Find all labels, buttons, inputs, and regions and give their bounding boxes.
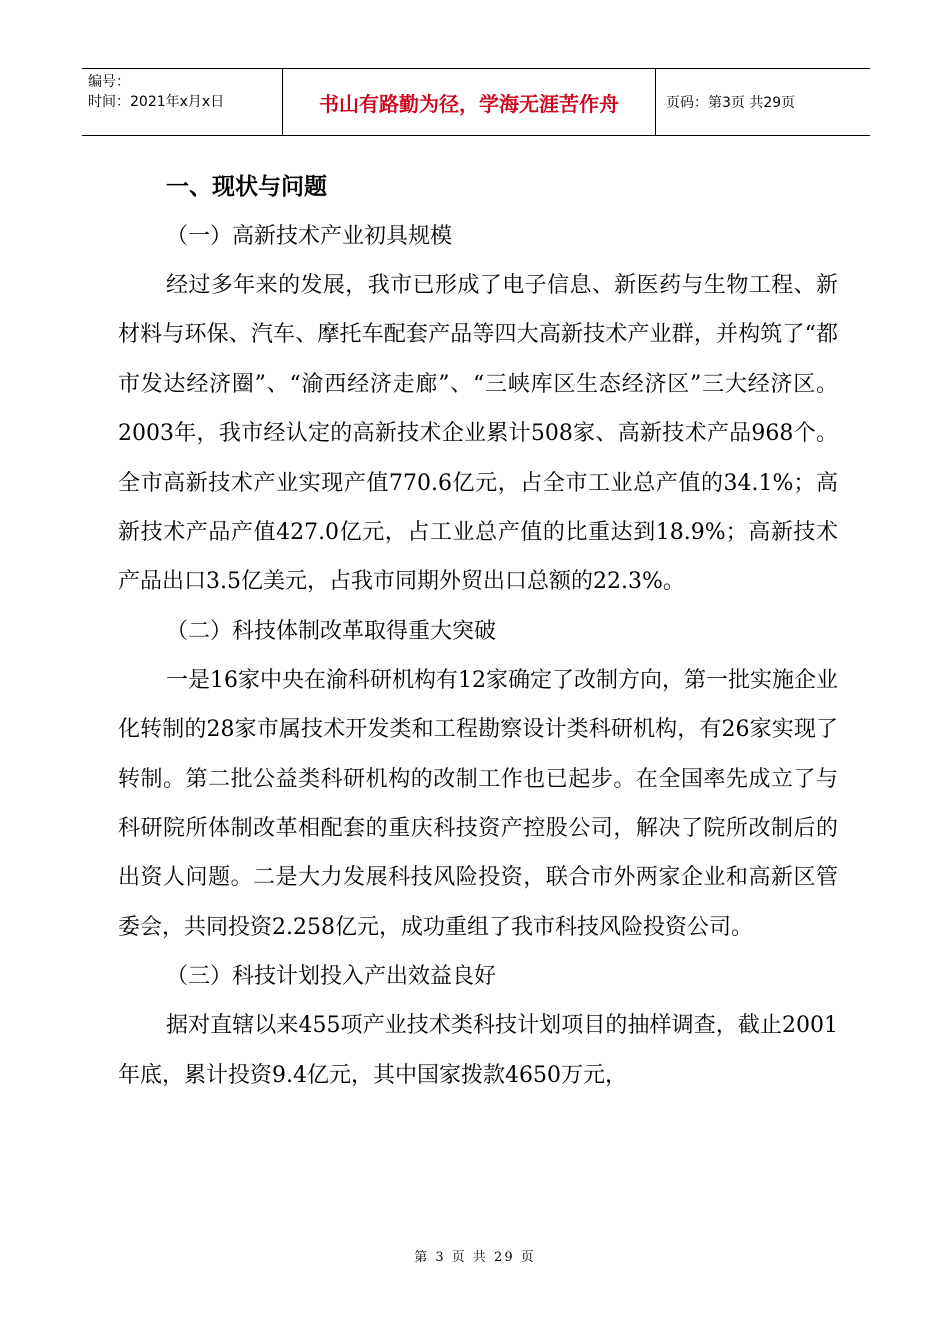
serial-number-label: 编号： — [88, 74, 130, 90]
header-page-code: 页码：第3页 共29页 — [666, 95, 796, 111]
page-footer: 第 3 页 共 29 页 — [414, 1250, 536, 1265]
paragraph: 经过多年来的发展，我市已形成了电子信息、新医药与生物工程、新材料与环保、汽车、摩托车配套产品等四大高新技术产业群，并构筑了“都市发达经济圈”、“渝西经济走廊”、“三峡库区生态经济区”三大经济区。2003年，我市经认定的高新技术企业累计508家、高新技术产品968个。全市高新技术产业实现产值770.6亿元，占全市工业总产值的34.1%；高新技术产品产值427.0亿元，占工业总产值的比重达到18.9%；高新技术产品出口3.5亿美元，占我市同期外贸出口总额的22.3%。 — [118, 273, 838, 595]
subsection-title: （二）科技体制改革取得重大突破 — [166, 618, 497, 644]
paragraph: 据对直辖以来455项产业技术类科技计划项目的抽样调查，截止2001年底，累计投资9.4亿元，其中国家拨款4650万元， — [118, 1013, 838, 1088]
subsection-title: （一）高新技术产业初具规模 — [166, 224, 453, 249]
page-header — [82, 68, 870, 136]
paragraph: 一是16家中央在渝科研机构有12家确定了改制方向，第一批实施企业化转制的28家市属技术开发类和工程勘察设计类科研机构，有26家实现了转制。第二批公益类科研机构的改制工作也已起步。在全国率先成立了与科研院所体制改革相配套的重庆科技资产控股公司，解决了院所改制后的出资人问题。二是大力发展科技风险投资，联合市外两家企业和高新区管委会，共同投资2.258亿元，成功重组了我市科技风险投资公司。 — [118, 667, 838, 940]
section-title: 一、现状与问题 — [166, 174, 327, 200]
subsection-title: （三）科技计划投入产出效益良好 — [166, 964, 497, 990]
document-body — [118, 162, 838, 1100]
header-motto: 书山有路勤为径，学海无涯苦作舟 — [282, 69, 656, 135]
time-label: 时间：2021年x月x日 — [88, 94, 225, 110]
header-meta — [82, 69, 282, 135]
